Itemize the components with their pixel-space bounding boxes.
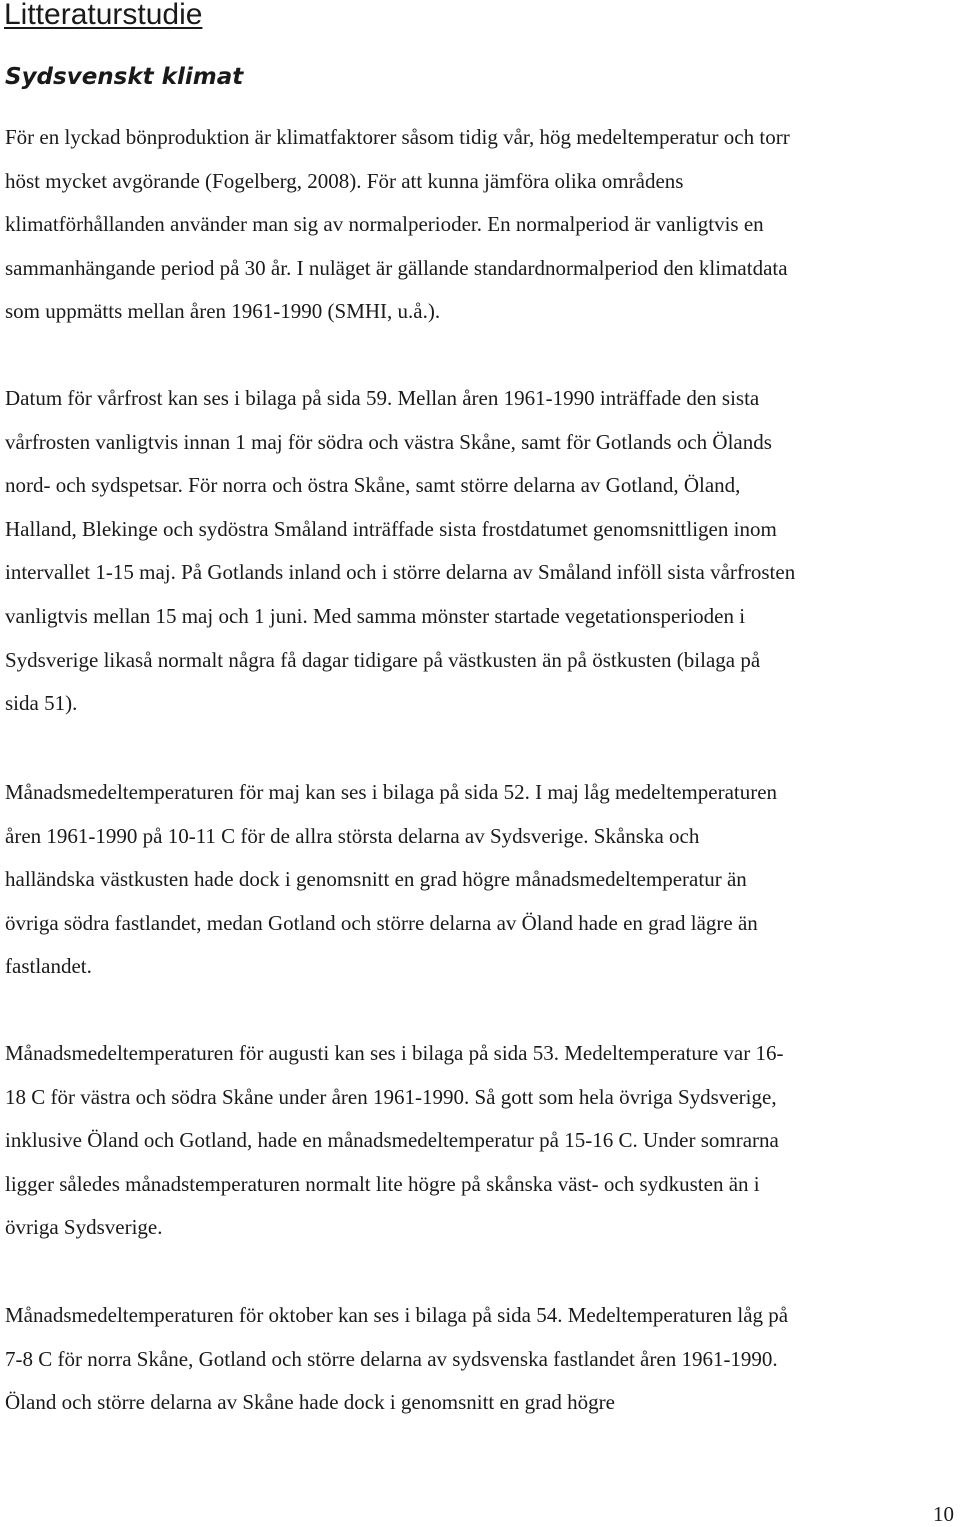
text-line: sammanhängande period på 30 år. I nuläget är gällande standardnormalperiod den klimatdata xyxy=(5,255,788,280)
text-line: halländska västkusten hade dock i genomsnitt en grad högre månadsmedeltemperatur än xyxy=(5,867,747,892)
text-line: ligger således månadstemperaturen normalt lite högre på skånska väst- och sydkusten än i xyxy=(5,1171,760,1196)
text-line: klimatförhållanden använder man sig av normalperioder. En normalperiod är vanligtvis en xyxy=(5,212,764,237)
paragraph-2 xyxy=(5,377,960,726)
page-title: Litteraturstudie xyxy=(4,0,203,31)
text-line: Sydsverige likaså normalt några få dagar tidigare på västkusten än på östkusten (bilaga på xyxy=(5,647,761,672)
paragraph-3 xyxy=(5,771,960,989)
section-heading: Sydsvenskt klimat xyxy=(5,64,244,90)
text-line: vårfrosten vanligtvis innan 1 maj för södra och västra Skåne, samt för Gotlands och Ölands xyxy=(5,429,772,454)
text-line: höst mycket avgörande (Fogelberg, 2008). För att kunna jämföra olika områdens xyxy=(5,168,684,193)
text-line: För en lyckad bönproduktion är klimatfaktorer såsom tidig vår, hög medeltemperatur och torr xyxy=(5,125,790,149)
text-line: 7-8 C för norra Skåne, Gotland och större delarna av sydsvenska fastlandet åren 1961-1990. xyxy=(5,1346,778,1371)
text-line: fastlandet. xyxy=(5,954,92,979)
text-line: sida 51). xyxy=(5,691,78,716)
text-line: intervallet 1-15 maj. På Gotlands inland och i större delarna av Småland inföll sista vårfrosten xyxy=(5,560,796,585)
text-line: Halland, Blekinge och sydöstra Småland inträffade sista frostdatumet genomsnittligen inom xyxy=(5,516,777,541)
paragraph-5 xyxy=(5,1294,960,1425)
text-line: Månadsmedeltemperaturen för augusti kan ses i bilaga på sida 53. Medeltemperature var 16- xyxy=(5,1041,784,1065)
text-line: Månadsmedeltemperaturen för maj kan ses i bilaga på sida 52. I maj låg medeltemperaturen xyxy=(5,780,778,804)
text-line: åren 1961-1990 på 10-11 C för de allra största delarna av Sydsverige. Skånska och xyxy=(5,823,700,848)
paragraph-1 xyxy=(5,116,960,334)
text-line: övriga södra fastlandet, medan Gotland och större delarna av Öland hade en grad lägre än xyxy=(5,910,758,935)
text-line: Datum för vårfrost kan ses i bilaga på sida 59. Mellan åren 1961-1990 inträffade den sista xyxy=(5,386,760,410)
text-line: 18 C för västra och södra Skåne under åren 1961-1990. Så gott som hela övriga Sydsverige, xyxy=(5,1084,777,1109)
text-line: Öland och större delarna av Skåne hade dock i genomsnitt en grad högre xyxy=(5,1390,615,1415)
text-line: Månadsmedeltemperaturen för oktober kan ses i bilaga på sida 54. Medeltemperaturen låg på xyxy=(5,1303,789,1327)
text-line: inklusive Öland och Gotland, hade en månadsmedeltemperatur på 15-16 C. Under somrarna xyxy=(5,1128,779,1153)
text-line: som uppmätts mellan åren 1961-1990 (SMHI, u.å.). xyxy=(5,299,441,324)
text-line: vanligtvis mellan 15 maj och 1 juni. Med samma mönster startade vegetationsperioden i xyxy=(5,603,746,628)
text-line: övriga Sydsverige. xyxy=(5,1215,163,1240)
page-number: 10 xyxy=(933,1502,954,1526)
paragraph-4 xyxy=(5,1032,960,1250)
text-line: nord- och sydspetsar. För norra och östra Skåne, samt större delarna av Gotland, Öland, xyxy=(5,473,741,498)
